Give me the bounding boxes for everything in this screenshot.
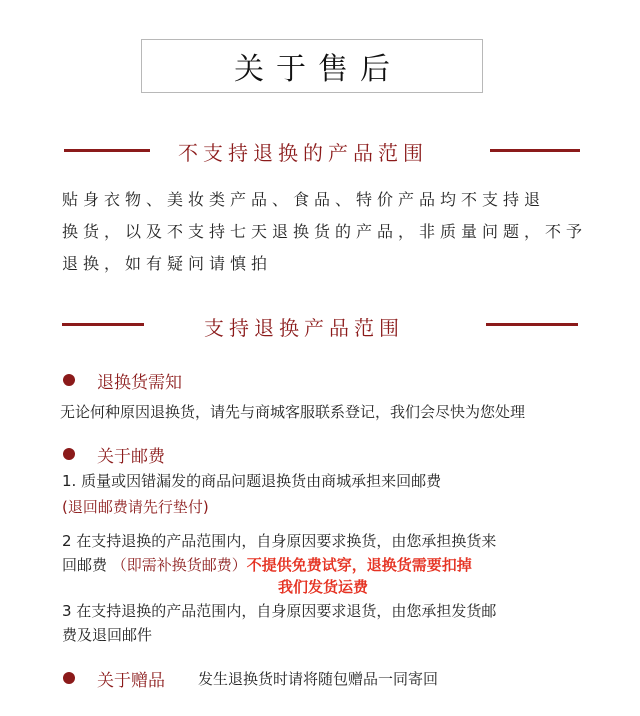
- postage-item-2-prefix: 回邮费: [62, 556, 112, 574]
- postage-item-3: 3 在支持退换的产品范围内，自身原因要求退货，由您承担发货邮: [62, 602, 497, 620]
- notice-text: 无论何种原因退换货，请先与商城客服联系登记，我们会尽快为您处理: [60, 403, 526, 421]
- notice-title: 退换货需知: [97, 373, 182, 393]
- postage-title: 关于邮费: [97, 447, 165, 467]
- postage-item-1-note: (退回邮费请先行垫付): [62, 498, 209, 516]
- section-divider-left: [62, 323, 144, 326]
- return-heading: 支持退换产品范围: [204, 316, 404, 340]
- no-return-line: 退换，如有疑问请慎拍: [62, 254, 273, 273]
- postage-item-2-note: （即需补换货邮费）: [111, 556, 247, 574]
- gift-title: 关于赠品: [97, 671, 165, 691]
- postage-warning: 不提供免费试穿，退换货需要扣掉: [246, 556, 472, 574]
- postage-item-2: 2 在支持退换的产品范围内，自身原因要求换货，由您承担换货来: [62, 532, 497, 550]
- no-return-heading: 不支持退换的产品范围: [178, 141, 428, 165]
- gift-text: 发生退换货时请将随包赠品一同寄回: [198, 670, 439, 688]
- section-divider-left: [64, 149, 150, 152]
- page-title-box: [141, 39, 483, 93]
- bullet-dot-icon: [63, 448, 75, 460]
- bullet-dot-icon: [63, 672, 75, 684]
- page-title: 关于售后: [234, 52, 402, 87]
- postage-item-1: 1. 质量或因错漏发的商品问题退换货由商城承担来回邮费: [62, 472, 442, 490]
- bullet-dot-icon: [63, 374, 75, 386]
- postage-item-2-line-2: [62, 554, 472, 575]
- postage-warning-line-2: 我们发货运费: [278, 578, 369, 596]
- postage-item-3-line-2: 费及退回邮件: [62, 626, 153, 644]
- no-return-line: 贴身衣物、美妆类产品、食品、特价产品均不支持退: [62, 190, 546, 209]
- section-divider-right: [486, 323, 578, 326]
- no-return-line: 换货，以及不支持七天退换货的产品，非质量问题，不予: [62, 222, 588, 241]
- no-return-paragraph: [62, 184, 587, 280]
- section-divider-right: [490, 149, 580, 152]
